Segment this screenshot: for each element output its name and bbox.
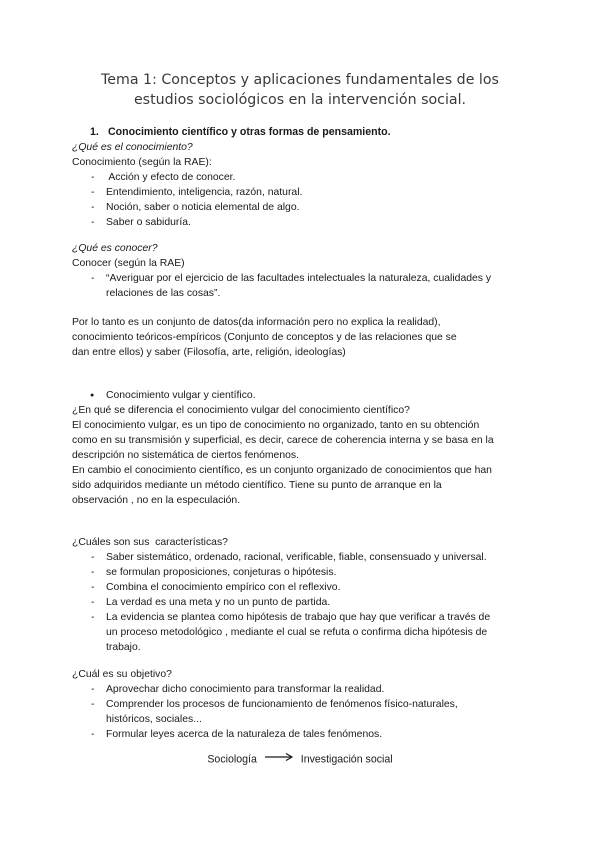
summary-line-1: Por lo tanto es un conjunto de datos(da información pero no explica la realidad), (72, 317, 441, 328)
what-is-to-know-block (72, 241, 532, 301)
list-item (72, 271, 532, 301)
vulgar-vs-scientific-block (72, 388, 542, 508)
list-item: - Aprovechar dicho conocimiento para transformar la realidad. (72, 682, 542, 697)
list-item: - se formulan proposiciones, conjeturas o hipótesis. (72, 565, 542, 580)
long-right-arrow-icon (264, 752, 294, 767)
paragraph-line: El conocimiento vulgar, es un tipo de conocimiento no organizado, tanto en su obtención (72, 420, 480, 431)
to-know-definitions-list (72, 271, 532, 301)
characteristics-list (72, 550, 542, 655)
list-item (72, 697, 542, 727)
list-item: - Saber sistemático, ordenado, racional, verificable, fiable, consensuado y universal. (72, 550, 542, 565)
flow-to: Investigación social (300, 753, 393, 766)
summary-line-3: dan entre ellos) y saber (Filosofía, arte, religión, ideologías) (72, 347, 346, 358)
item-line-1: La evidencia se plantea como hipótesis de trabajo que hay que verificar a través de (106, 612, 491, 623)
paragraph-line: sido adquiridos mediante un método científico. Tiene su punto de arranque en la (72, 480, 442, 491)
item-line-3: trabajo. (106, 642, 141, 653)
paragraph-line: En cambio el conocimiento científico, es un conjunto organizado de conocimientos que han (72, 465, 492, 476)
objective-block (72, 667, 542, 742)
characteristics-block (72, 535, 542, 655)
paragraph-line: como en su transmisión y superficial, es decir, carece de coherencia interna y se basa en la (72, 435, 494, 446)
list-item: - La verdad es una meta y no un punto de partida. (72, 595, 542, 610)
flow-from: Sociología (207, 753, 257, 766)
page-title (60, 70, 540, 110)
question-what-is-knowledge: ¿Qué es el conocimiento? (72, 142, 193, 153)
knowledge-definition-label: Conocimiento (según la RAE): (72, 157, 212, 168)
summary-paragraph (72, 315, 532, 360)
item-line-2: históricos, sociales... (106, 714, 202, 725)
to-know-definition-label: Conocer (según la RAE) (72, 258, 185, 269)
list-item: - Noción, saber o noticia elemental de algo. (72, 200, 532, 215)
list-item (72, 610, 542, 655)
item-line-1: Comprender los procesos de funcionamiento de fenómenos físico-naturales, (106, 699, 458, 710)
bullet-list (72, 388, 542, 403)
what-is-knowledge-block (72, 140, 532, 230)
quote-line-1: “Averiguar por el ejercicio de las facultades intelectuales la naturaleza, cualidades y (106, 273, 492, 284)
paragraph-line: observación , no en la especulación. (72, 495, 241, 506)
question-what-is-to-know: ¿Qué es conocer? (72, 243, 158, 254)
list-item: - Combina el conocimiento empírico con el reflexivo. (72, 580, 542, 595)
list-item: - Entendimiento, inteligencia, razón, natural. (72, 185, 532, 200)
list-item: - Saber o sabiduría. (72, 215, 532, 230)
sociology-flow (0, 752, 600, 767)
paragraph-line: descripción no sistemática de ciertos fenómenos. (72, 450, 299, 461)
title-line-2: estudios sociológicos en la intervención social. (133, 92, 467, 108)
item-line-2: un proceso metodológico , mediante el cual se refuta o confirma dicha hipótesis de (106, 627, 488, 638)
question-difference: ¿En qué se diferencia el conocimiento vulgar del conocimiento científico? (72, 405, 410, 416)
question-objective: ¿Cuál es su objetivo? (72, 669, 172, 680)
list-item: - Formular leyes acerca de la naturaleza de tales fenómenos. (72, 727, 542, 742)
quote-line-2: relaciones de las cosas”. (106, 288, 221, 299)
section-1-heading (90, 125, 391, 140)
question-characteristics: ¿Cuáles son sus características? (72, 537, 228, 548)
summary-line-2: conocimiento teóricos-empíricos (Conjunto de conceptos y de las relaciones que se (72, 332, 457, 343)
list-item: - Acción y efecto de conocer. (72, 170, 532, 185)
objective-list (72, 682, 542, 742)
knowledge-definitions-list (72, 170, 532, 230)
section-number: 1. (90, 126, 99, 138)
title-line-1: Tema 1: Conceptos y aplicaciones fundamentales de los (101, 72, 499, 88)
section-heading-text: Conocimiento científico y otras formas de pensamiento. (108, 126, 391, 138)
bullet-item-vulgar-scientific: ● Conocimiento vulgar y científico. (72, 388, 542, 403)
